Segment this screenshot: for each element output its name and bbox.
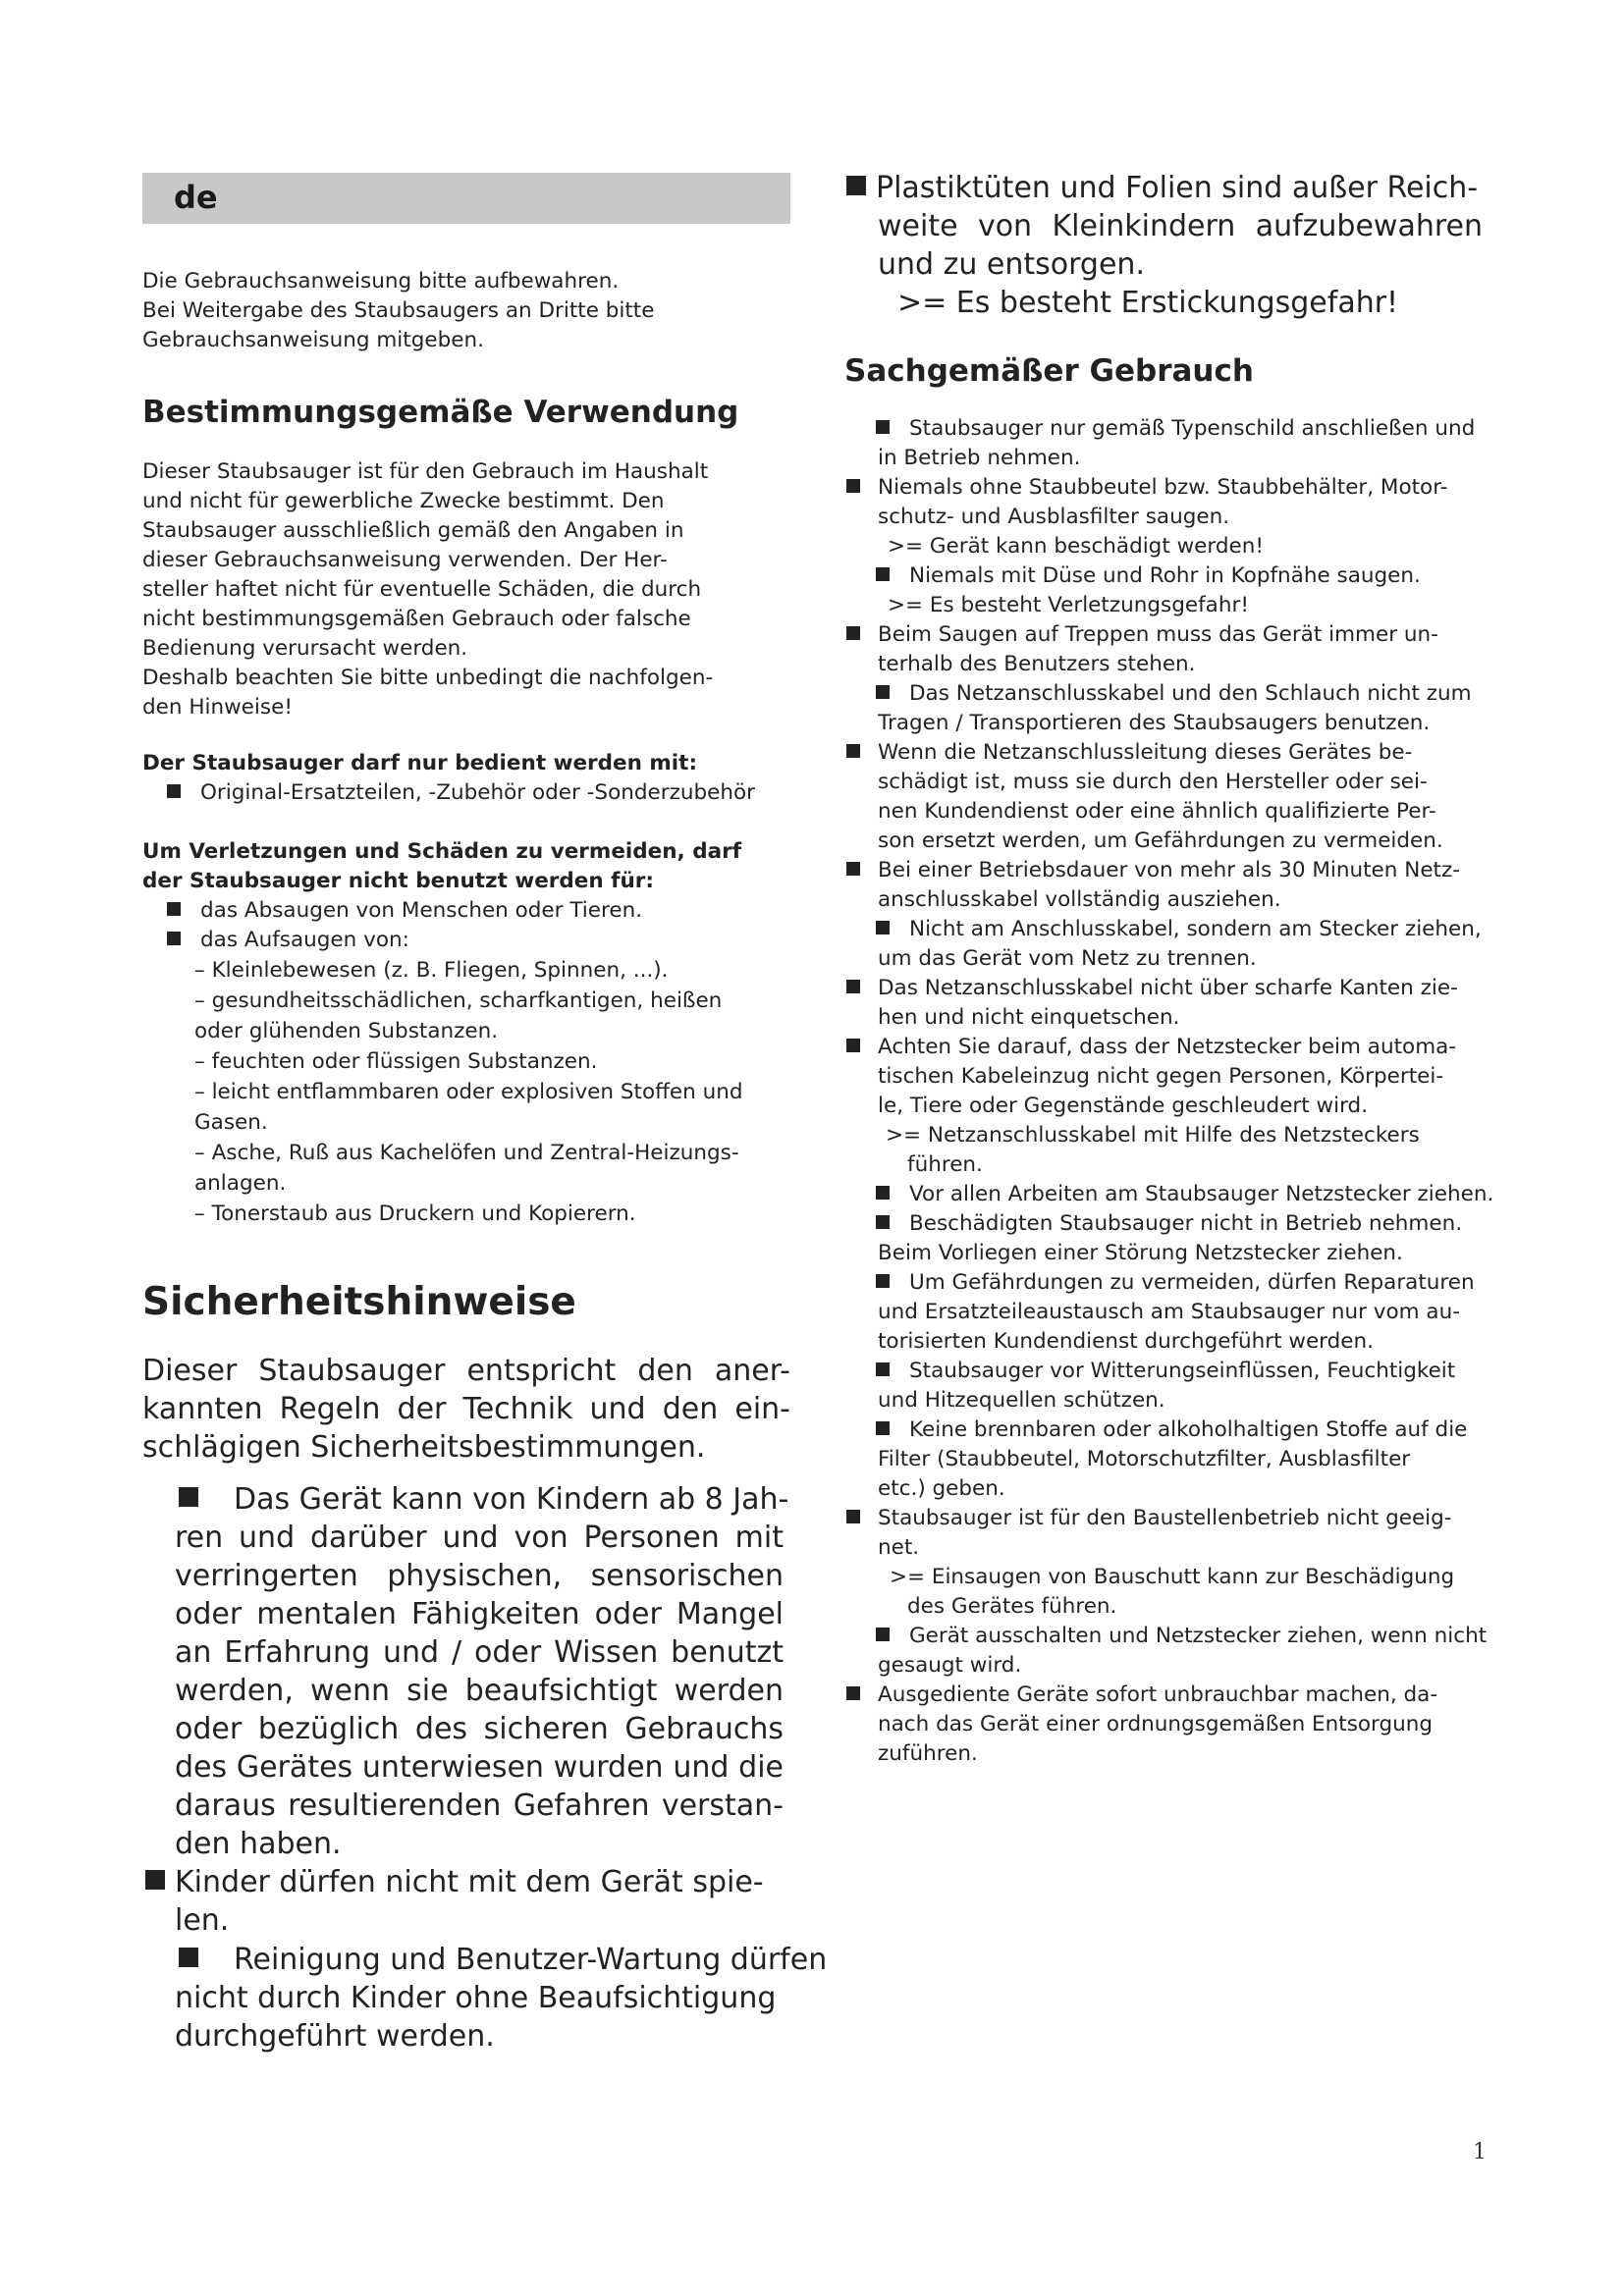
bullet-square-icon xyxy=(876,1628,890,1641)
list-item xyxy=(846,1415,1534,1445)
item-line: oder bezüglich des sicheren Gebrauchs xyxy=(175,1712,784,1746)
list-continuation: nen Kundendienst oder eine ähnlich qualifizierte Per- xyxy=(878,799,1436,824)
bullet-square-icon xyxy=(876,1362,890,1376)
list-note: >= Netzanschlusskabel mit Hilfe des Netzsteckers xyxy=(886,1123,1420,1148)
list-item xyxy=(846,414,1534,444)
paragraph-line: Staubsauger ausschließlich gemäß den Angaben in xyxy=(142,518,684,543)
list-item xyxy=(846,1268,1534,1298)
bullet-square-icon xyxy=(876,921,890,934)
item-line: weite von Kleinkindern aufzubewahren xyxy=(878,209,1483,243)
bullet-square-icon xyxy=(876,1186,890,1200)
list-item-text: Niemals ohne Staubbeutel bzw. Staubbehälter, Motor- xyxy=(878,475,1448,500)
dash-item: – Kleinlebewesen (z. B. Fliegen, Spinnen, ...). xyxy=(194,958,669,983)
bullet-square-icon xyxy=(876,1421,890,1435)
item-text: Plastiktüten und Folien sind außer Reich- xyxy=(876,171,1479,205)
list-continuation: führen. xyxy=(907,1152,983,1177)
list-item-text: Staubsauger vor Witterungseinflüssen, Feuchtigkeit xyxy=(909,1359,1456,1383)
list-continuation: Filter (Staubbeutel, Motorschutzfilter, Ausblasfilter xyxy=(878,1447,1411,1471)
paragraph-line: steller haftet nicht für eventuelle Schäden, die durch xyxy=(142,577,702,602)
item-line: >= Es besteht Erstickungsgefahr! xyxy=(897,286,1399,320)
list-continuation: tischen Kabeleinzug nicht gegen Personen, Körpertei- xyxy=(878,1064,1444,1089)
intro-line: schlägigen Sicherheitsbestimmungen. xyxy=(142,1430,706,1465)
list-note: >= Es besteht Verletzungsgefahr! xyxy=(888,593,1249,617)
list-item xyxy=(846,1504,1534,1533)
item-line: werden, wenn sie beaufsichtigt werden xyxy=(175,1674,784,1708)
list-item xyxy=(846,915,1534,944)
list-item-text: Nicht am Anschlusskabel, sondern am Stecker ziehen, xyxy=(909,917,1482,941)
subheading-bedient: Der Staubsauger darf nur bedient werden mit: xyxy=(142,751,698,775)
list-item xyxy=(846,1180,1534,1209)
list-item-text: Vor allen Arbeiten am Staubsauger Netzstecker ziehen. xyxy=(909,1182,1494,1206)
list-item xyxy=(846,1357,1534,1386)
item-line: daraus resultierenden Gefahren verstan- xyxy=(175,1789,784,1823)
dash-item: oder glühenden Substanzen. xyxy=(194,1019,499,1043)
list-note: >= Gerät kann beschädigt werden! xyxy=(888,534,1264,559)
list-item-text: Um Gefährdungen zu vermeiden, dürfen Reparaturen xyxy=(909,1270,1475,1295)
list-item xyxy=(846,679,1534,709)
item-line: den haben. xyxy=(175,1827,342,1861)
bullet-square-icon xyxy=(145,1870,165,1890)
intro-line: Die Gebrauchsanweisung bitte aufbewahren. xyxy=(142,269,620,294)
section-title-bestimmung: Bestimmungsgemäße Verwendung xyxy=(142,395,739,430)
bullet-square-icon xyxy=(876,1274,890,1288)
list-continuation: zuführen. xyxy=(878,1741,978,1766)
list-continuation: und Hitzequellen schützen. xyxy=(878,1388,1165,1413)
subheading-verletzungen xyxy=(142,837,741,896)
bullet-square-icon xyxy=(846,176,866,195)
bullet-square-icon xyxy=(167,902,181,916)
list-continuation: in Betrieb nehmen. xyxy=(878,446,1081,470)
subheading-line: Um Verletzungen und Schäden zu vermeiden, darf xyxy=(142,839,742,864)
bullet-square-icon xyxy=(179,1948,198,1967)
bullet-square-icon xyxy=(876,420,890,434)
paragraph-line: nicht bestimmungsgemäßen Gebrauch oder falsche xyxy=(142,607,691,631)
item-line: des Gerätes unterwiesen wurden und die xyxy=(175,1750,784,1785)
list-item-text: Bei einer Betriebsdauer von mehr als 30 Minuten Netz- xyxy=(878,858,1461,882)
dash-item: Gasen. xyxy=(194,1110,268,1135)
list-item xyxy=(846,473,1534,503)
list-item xyxy=(846,974,1534,1003)
list-continuation: le, Tiere oder Gegenstände geschleudert wird. xyxy=(878,1094,1369,1118)
bestimmung-paragraph xyxy=(142,457,751,722)
list-item xyxy=(846,620,1534,650)
list-continuation: Beim Vorliegen einer Störung Netzstecker ziehen. xyxy=(878,1241,1403,1265)
bullet-square-icon xyxy=(846,1039,860,1052)
page-number: 1 xyxy=(1473,2140,1487,2164)
dash-item: – gesundheitsschädlichen, scharfkantigen, heißen xyxy=(194,988,723,1013)
item-line xyxy=(175,1480,842,1519)
list-continuation: des Gerätes führen. xyxy=(907,1594,1117,1619)
item-line xyxy=(175,1941,842,1979)
list-continuation: und Ersatzteileaustausch am Staubsauger nur vom au- xyxy=(878,1300,1460,1324)
item-text: Das Gerät kann von Kindern ab 8 Jah- xyxy=(234,1482,789,1517)
bullet-square-icon xyxy=(846,626,860,640)
sicherheit-item-4 xyxy=(846,169,1514,322)
bullet-square-icon xyxy=(167,784,181,798)
bullet-square-icon xyxy=(167,932,181,945)
list-continuation: hen und nicht einquetschen. xyxy=(878,1005,1180,1030)
item-line: len. xyxy=(175,1903,230,1938)
dash-item: – Tonerstaub aus Druckern und Kopierern. xyxy=(194,1201,636,1226)
list-item-text: Ausgediente Geräte sofort unbrauchbar machen, da- xyxy=(878,1682,1438,1707)
list-item-text: Staubsauger nur gemäß Typenschild anschließen und xyxy=(909,416,1476,441)
list-item xyxy=(167,926,409,955)
dash-item: anlagen. xyxy=(194,1171,287,1196)
list-continuation: etc.) geben. xyxy=(878,1476,1005,1501)
item-line: ren und darüber und von Personen mit xyxy=(175,1521,784,1555)
bullet-square-icon xyxy=(846,980,860,993)
list-item-text: Staubsauger ist für den Baustellenbetrieb nicht geeig- xyxy=(878,1506,1452,1530)
item-line: oder mentalen Fähigkeiten oder Mangel xyxy=(175,1597,784,1631)
bullet-square-icon xyxy=(846,479,860,493)
item-line: nicht durch Kinder ohne Beaufsichtigung xyxy=(175,1981,777,2015)
list-item xyxy=(846,1622,1534,1651)
dash-item: – feuchten oder flüssigen Substanzen. xyxy=(194,1049,598,1074)
list-continuation: nach das Gerät einer ordnungsgemäßen Entsorgung xyxy=(878,1712,1434,1736)
sicherheit-item-1 xyxy=(175,1480,842,1863)
list-continuation: Tragen / Transportieren des Staubsaugers benutzen. xyxy=(878,711,1431,735)
list-item-text: Beschädigten Staubsauger nicht in Betrieb nehmen. xyxy=(909,1211,1463,1236)
list-item-text: Das Netzanschlusskabel nicht über scharfe Kanten zie- xyxy=(878,976,1458,1000)
list-item-text: Niemals mit Düse und Rohr in Kopfnähe saugen. xyxy=(909,563,1421,588)
dash-item: – Asche, Ruß aus Kachelöfen und Zentral-Heizungs- xyxy=(194,1141,739,1165)
list-item xyxy=(846,1033,1534,1062)
item-text: Kinder dürfen nicht mit dem Gerät spie- xyxy=(175,1865,764,1899)
list-note: >= Einsaugen von Bauschutt kann zur Beschädigung xyxy=(890,1565,1455,1589)
bullet-square-icon xyxy=(846,862,860,876)
paragraph-line: Dieser Staubsauger ist für den Gebrauch im Haushalt xyxy=(142,459,709,484)
paragraph-line: Bedienung verursacht werden. xyxy=(142,636,468,661)
intro-text xyxy=(142,267,751,355)
paragraph-line: den Hinweise! xyxy=(142,695,293,720)
language-label: de xyxy=(174,179,218,216)
list-item-text: Das Netzanschlusskabel und den Schlauch nicht zum xyxy=(909,681,1472,706)
list-item-text: das Absaugen von Menschen oder Tieren. xyxy=(200,898,643,923)
item-text: Reinigung und Benutzer-Wartung dürfen xyxy=(234,1943,828,1977)
bullet-square-icon xyxy=(846,1686,860,1700)
list-item-text: Beim Saugen auf Treppen muss das Gerät immer un- xyxy=(878,622,1438,647)
list-item-text: Original-Ersatzteilen, -Zubehör oder -Sonderzubehör xyxy=(200,780,755,805)
intro-line: kannten Regeln der Technik und den ein- xyxy=(142,1392,790,1426)
item-line xyxy=(846,169,1514,207)
sicherheit-item-3 xyxy=(175,1941,842,2056)
subheading-line: der Staubsauger nicht benutzt werden für: xyxy=(142,869,654,893)
dash-list xyxy=(194,955,793,1229)
list-item xyxy=(167,778,755,808)
dash-item: – leicht entflammbaren oder explosiven Stoffen und xyxy=(194,1080,743,1104)
list-item xyxy=(846,738,1534,768)
bullet-square-icon xyxy=(179,1487,198,1507)
intro-line: Gebrauchsanweisung mitgeben. xyxy=(142,328,484,352)
list-item-text: Gerät ausschalten und Netzstecker ziehen, wenn nicht xyxy=(909,1624,1488,1648)
list-item xyxy=(167,896,642,926)
paragraph-line: dieser Gebrauchsanweisung verwenden. Der Her- xyxy=(142,548,668,572)
bullet-square-icon xyxy=(846,1510,860,1523)
sachgemaess-list xyxy=(846,414,1534,1769)
bullet-square-icon xyxy=(876,567,890,581)
list-continuation: schutz- und Ausblasfilter saugen. xyxy=(878,505,1230,529)
list-item-text: das Aufsaugen von: xyxy=(200,928,409,952)
sicherheit-item-2 xyxy=(145,1863,813,1940)
list-item xyxy=(846,856,1534,885)
item-line: und zu entsorgen. xyxy=(878,247,1145,282)
list-continuation: schädigt ist, muss sie durch den Hersteller oder sei- xyxy=(878,770,1428,794)
section-title-sicherheit: Sicherheitshinweise xyxy=(142,1280,576,1324)
bullet-square-icon xyxy=(876,685,890,699)
list-continuation: um das Gerät vom Netz zu trennen. xyxy=(878,946,1257,971)
item-line xyxy=(145,1863,813,1901)
item-line: verringerten physischen, sensorischen xyxy=(175,1559,784,1593)
bullet-square-icon xyxy=(846,744,860,758)
list-continuation: gesaugt wird. xyxy=(878,1653,1022,1678)
list-item xyxy=(846,561,1534,591)
paragraph-line: Deshalb beachten Sie bitte unbedingt die nachfolgen- xyxy=(142,666,714,690)
bullet-square-icon xyxy=(876,1215,890,1229)
sicherheit-intro xyxy=(142,1352,790,1467)
list-continuation: torisierten Kundendienst durchgeführt werden. xyxy=(878,1329,1374,1354)
list-item-text: Achten Sie darauf, dass der Netzstecker beim automa- xyxy=(878,1035,1457,1059)
intro-line: Bei Weitergabe des Staubsaugers an Dritte bitte xyxy=(142,298,655,323)
list-continuation: terhalb des Benutzers stehen. xyxy=(878,652,1196,676)
paragraph-line: und nicht für gewerbliche Zwecke bestimmt. Den xyxy=(142,489,665,513)
item-line: durchgeführt werden. xyxy=(175,2019,495,2054)
intro-line: Dieser Staubsauger entspricht den aner- xyxy=(142,1354,790,1388)
item-line: an Erfahrung und / oder Wissen benutzt xyxy=(175,1635,784,1670)
list-item-text: Wenn die Netzanschlussleitung dieses Gerätes be- xyxy=(878,740,1413,765)
list-item xyxy=(846,1681,1534,1710)
section-title-sachgemaess: Sachgemäßer Gebrauch xyxy=(844,353,1254,389)
list-continuation: anschlusskabel vollständig ausziehen. xyxy=(878,887,1281,912)
list-continuation: net. xyxy=(878,1535,920,1560)
list-item-text: Keine brennbaren oder alkoholhaltigen Stoffe auf die xyxy=(909,1417,1468,1442)
list-continuation: son ersetzt werden, um Gefährdungen zu vermeiden. xyxy=(878,828,1443,853)
list-item xyxy=(846,1209,1534,1239)
language-bar xyxy=(142,173,790,224)
